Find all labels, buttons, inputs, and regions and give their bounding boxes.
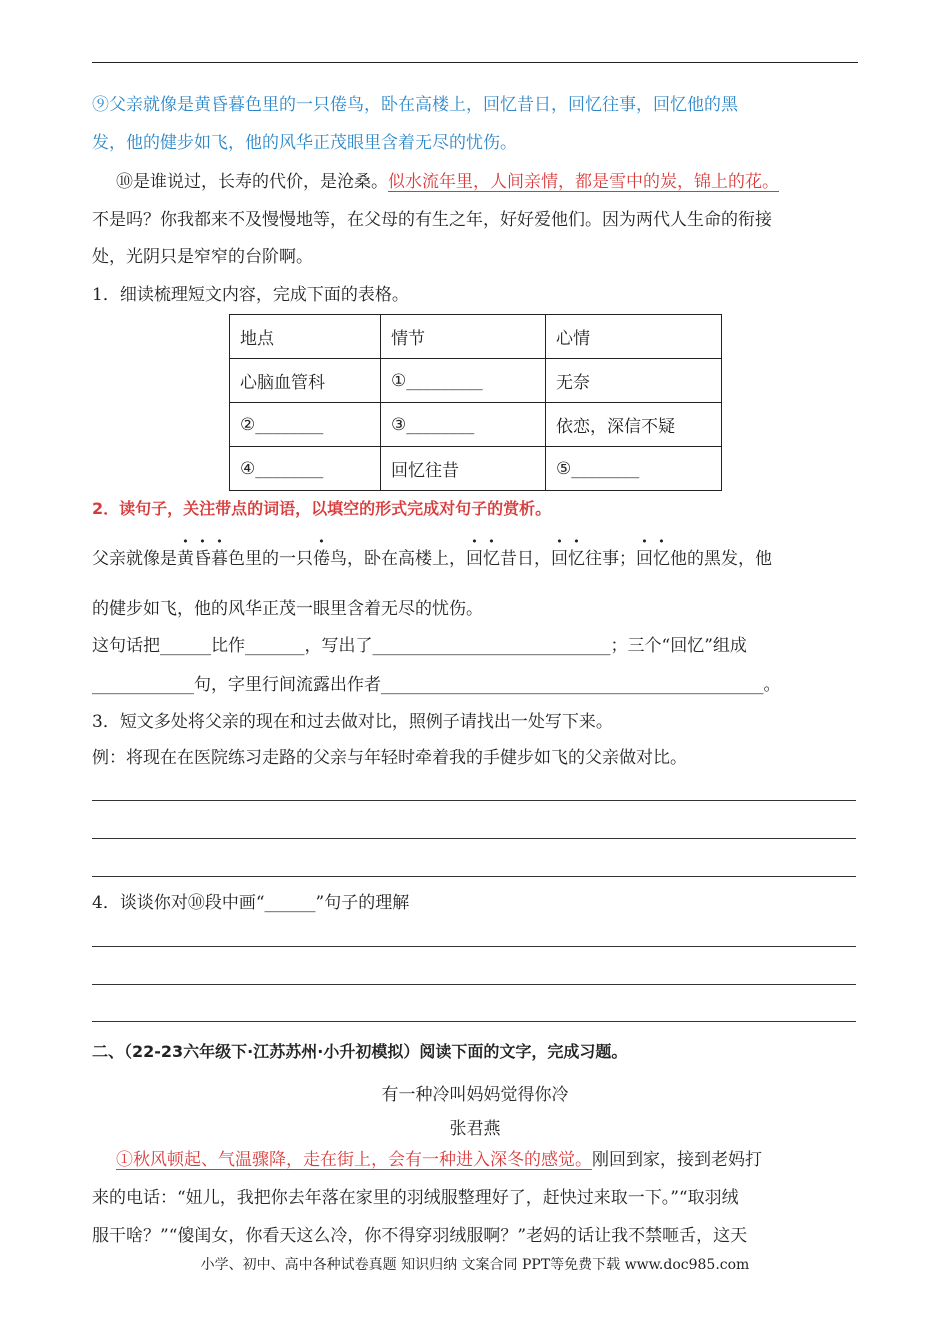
article-p1-line1 [116, 1150, 882, 1170]
sentence-text: 他的黑发，他 [670, 549, 772, 569]
table-row [230, 359, 722, 403]
answer-line [92, 800, 856, 801]
article-p1-line3: 服干啥？”“傻闺女，你看天这么冷，你不得穿羽绒服啊？”老妈的话让我不禁咂舌，这天 [92, 1226, 748, 1246]
page-footer: 小学、初中、高中各种试卷真题 知识归纳 文案合同 PPT等免费下载 www.doc985.com [200, 1257, 750, 1273]
section2-heading: 二、（22-23六年级下·江苏苏州·小升初模拟）阅读下面的文字，完成习题。 [92, 1042, 628, 1061]
answer-line [92, 1021, 856, 1022]
table-header: 地点 [230, 315, 381, 359]
q2-fill-line1: 这句话把______比作_______，写出了____________________________；三个“回忆”组成 [92, 636, 747, 656]
table-cell: ①_________ [381, 359, 546, 403]
dotted-char: 忆 [483, 549, 500, 569]
dotted-char: 回 [466, 549, 483, 569]
table-header: 心情 [546, 315, 722, 359]
q1-table [229, 314, 722, 491]
table-cell: ④________ [230, 447, 381, 491]
table-header: 情节 [381, 315, 546, 359]
q3-text: 3．短文多处将父亲的现在和过去做对比，照例子请找出一处写下来。 [92, 712, 613, 732]
q4-text: 4．谈谈你对⑩段中画“______”句子的理解 [92, 893, 410, 913]
sentence-text: 往事； [585, 549, 636, 569]
table-header-row [230, 315, 722, 359]
dotted-char: 昏 [194, 549, 211, 569]
table-cell: 无奈 [546, 359, 722, 403]
table-cell: ③________ [381, 403, 546, 447]
q2-fill-line2: ____________句，字里行间流露出作者_____________________________________________。 [92, 675, 781, 695]
header-rule [92, 62, 858, 63]
para10-underlined-sentence: 似水流年里，人间亲情，都是雪中的炭，锦上的花。 [388, 172, 779, 192]
dotted-char: 黄 [177, 549, 194, 569]
para10-line2: 不是吗？你我都来不及慢慢地等，在父母的有生之年，好好爱他们。因为两代人生命的衔接 [92, 210, 772, 230]
table-row [230, 403, 722, 447]
table-cell: 回忆往昔 [381, 447, 546, 491]
answer-line [92, 946, 856, 947]
q2-title: 2．读句子，关注带点的词语，以填空的形式完成对句子的赏析。 [92, 499, 552, 518]
sentence-text: 昔日， [500, 549, 551, 569]
table-cell: 心脑血管科 [230, 359, 381, 403]
table-cell: 依恋，深信不疑 [546, 403, 722, 447]
dotted-char: 忆 [653, 549, 670, 569]
dotted-char: 倦 [313, 549, 330, 569]
q3-example: 例：将现在在医院练习走路的父亲与年轻时牵着我的手健步如飞的父亲做对比。 [92, 748, 687, 768]
para9-line1: ⑨父亲就像是黄昏暮色里的一只倦鸟，卧在高楼上，回忆昔日，回忆往事，回忆他的黑 [92, 95, 738, 115]
article-underlined-sentence: ①秋风顿起、气温骤降，走在街上，会有一种进入深冬的感觉。 [116, 1150, 592, 1170]
para10-line3: 处，光阴只是窄窄的台阶啊。 [92, 247, 313, 267]
answer-line [92, 876, 856, 877]
article-author: 张君燕 [449, 1119, 501, 1139]
q1-text: 1．细读梳理短文内容，完成下面的表格。 [92, 285, 409, 305]
para10-text: ⑩是谁说过，长寿的代价，是沧桑。 [116, 172, 388, 192]
sentence-text: 鸟，卧在高楼上， [330, 549, 466, 569]
answer-line [92, 838, 856, 839]
sentence-text: 色里的一只 [228, 549, 313, 569]
table-row [230, 447, 722, 491]
article-p1-line2: 来的电话：“妞儿，我把你去年落在家里的羽绒服整理好了，赶快过来取一下。”“取羽绒 [92, 1188, 739, 1208]
article-title: 有一种冷叫妈妈觉得你冷 [381, 1085, 569, 1105]
dotted-char: 忆 [568, 549, 585, 569]
article-text: 刚回到家，接到老妈打 [592, 1150, 762, 1170]
sentence-text: 父亲就像是 [92, 549, 177, 569]
dotted-char: 暮 [211, 549, 228, 569]
answer-line [92, 984, 856, 985]
table-cell: ⑤________ [546, 447, 722, 491]
q2-sentence-line1 [92, 549, 858, 569]
para10-line1 [116, 172, 882, 192]
dotted-char: 回 [551, 549, 568, 569]
para9-line2: 发，他的健步如飞，他的风华正茂眼里含着无尽的忧伤。 [92, 133, 517, 153]
q2-sentence-line2: 的健步如飞，他的风华正茂一眼里含着无尽的忧伤。 [92, 599, 483, 619]
dotted-char: 回 [636, 549, 653, 569]
table-cell: ②________ [230, 403, 381, 447]
